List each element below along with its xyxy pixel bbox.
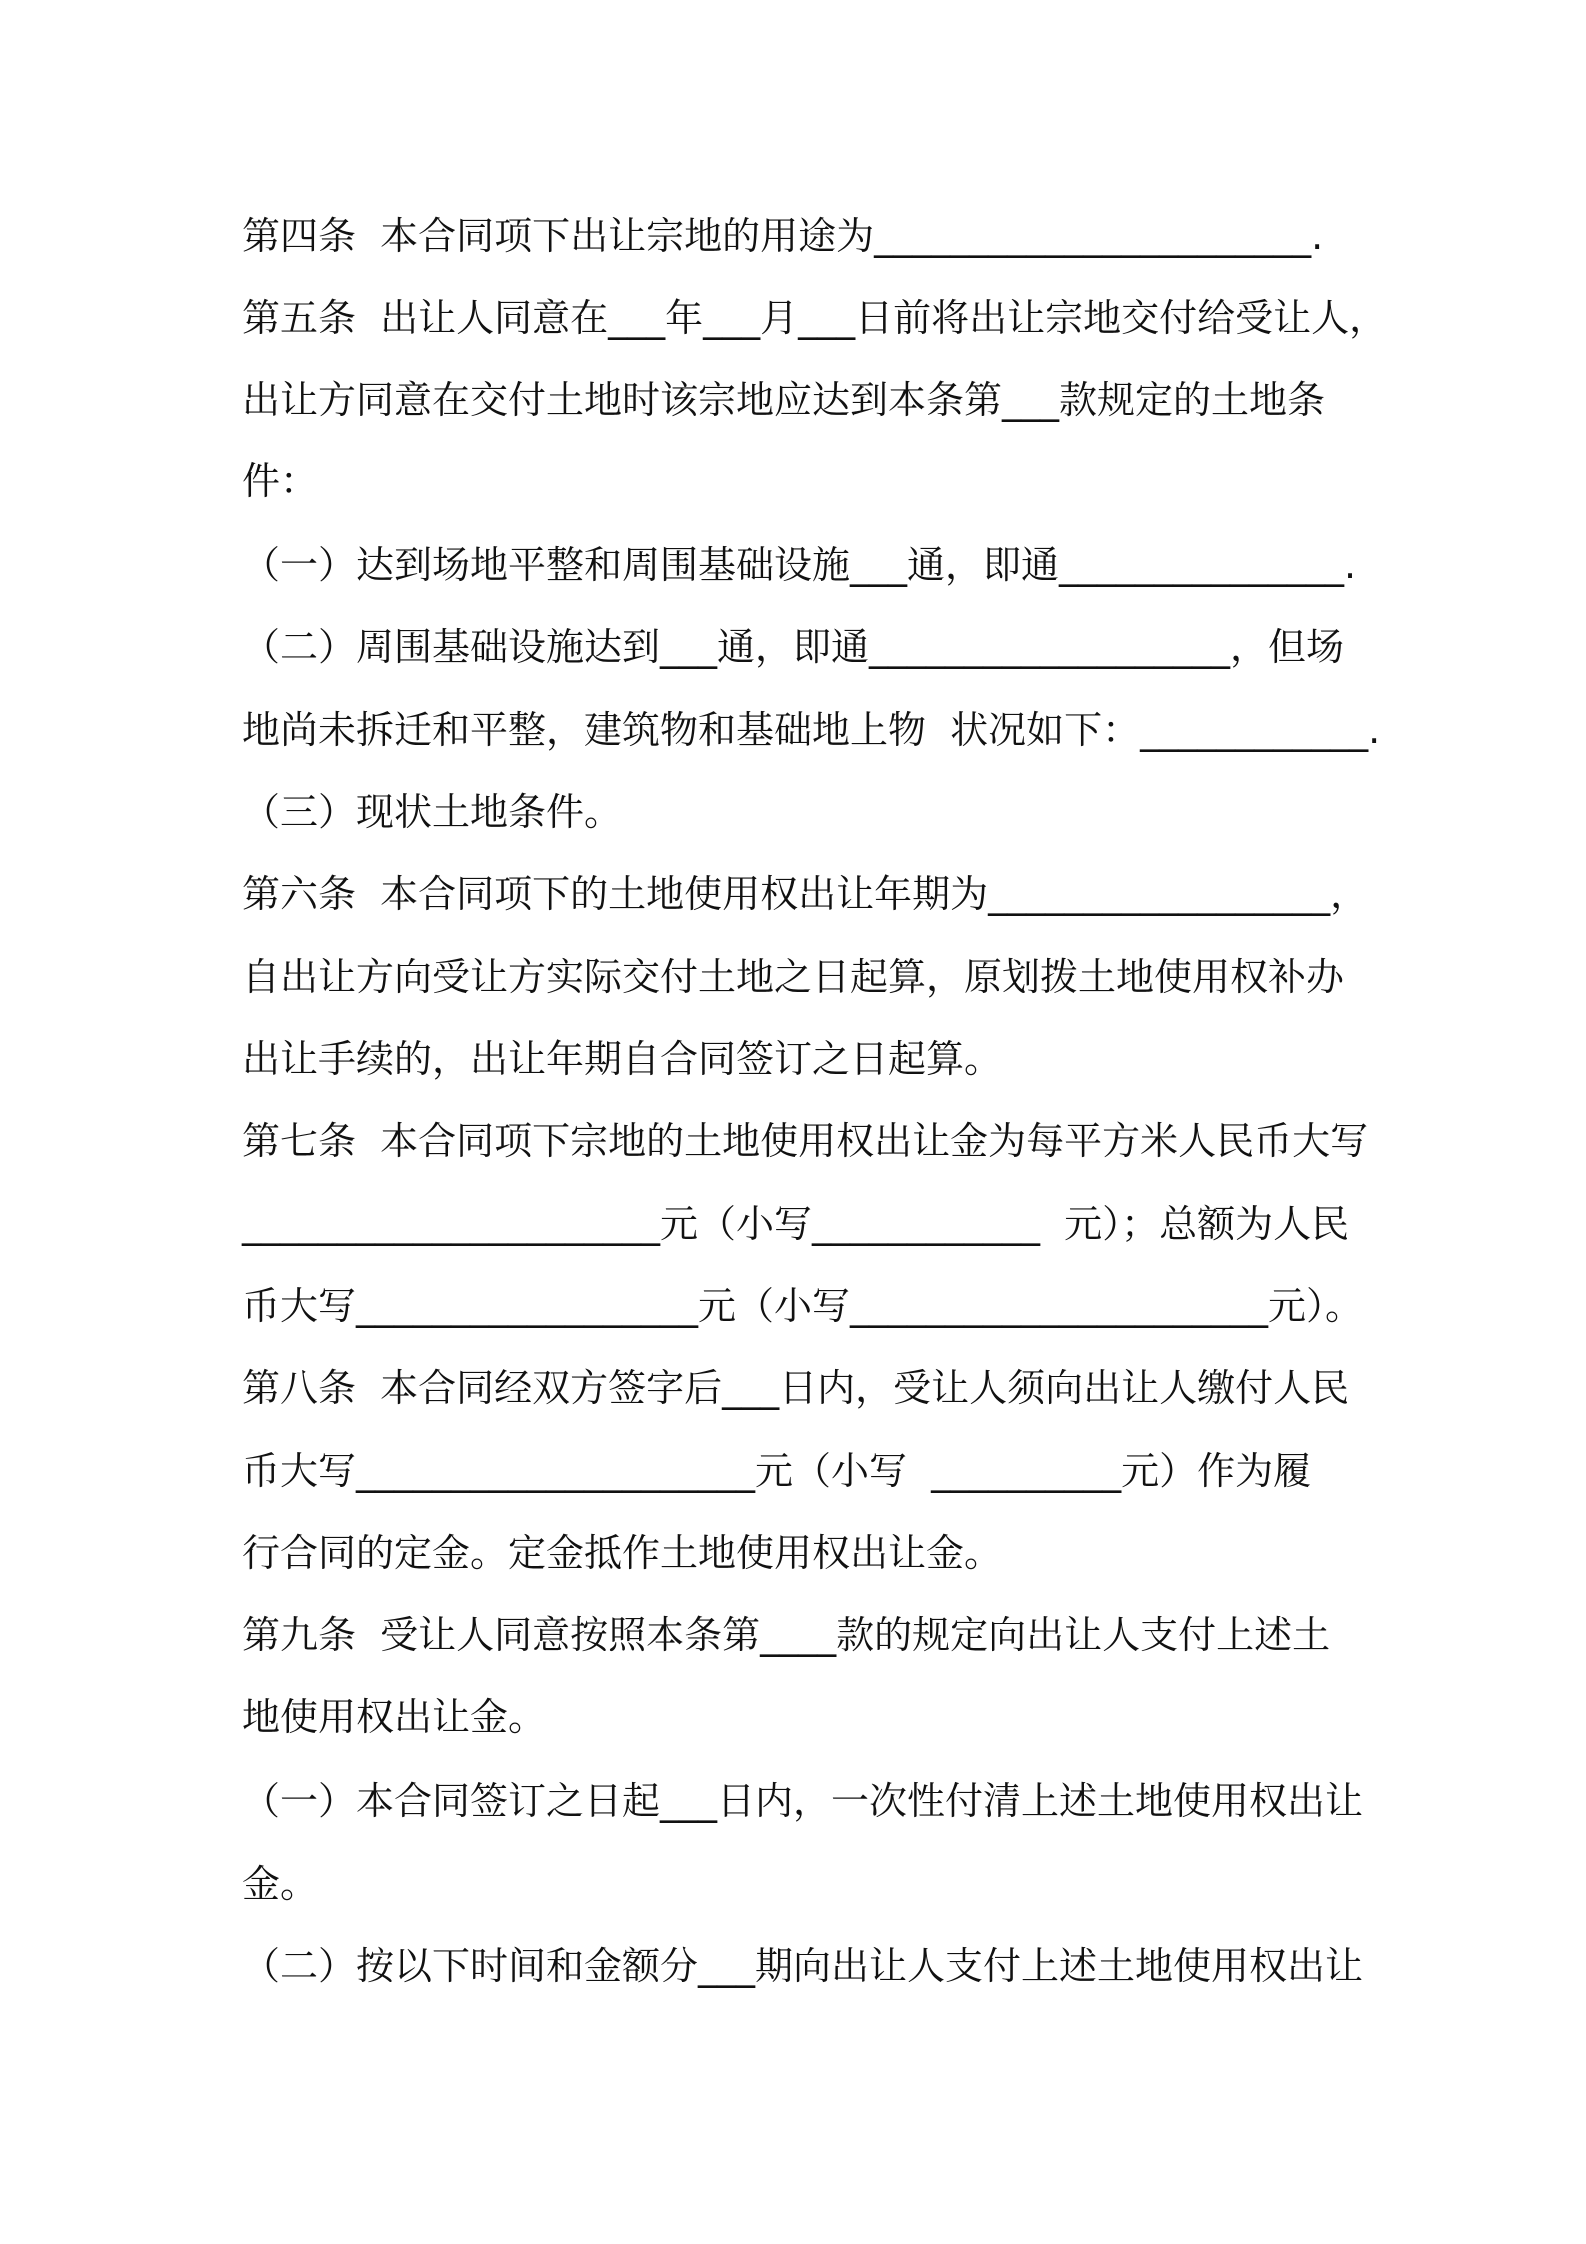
- article-5-line-1: 第五条 出让人同意在___年___月___日前将出让宗地交付给受让人，: [242, 296, 1388, 340]
- article-7-line-1: 第七条 本合同项下宗地的土地使用权出让金为每平方米人民币大写: [242, 1119, 1369, 1163]
- clause-2-line-1: （二）周围基础设施达到___通，即通___________________，但场: [242, 625, 1345, 669]
- payment-clause-1-line-2: 金。: [242, 1862, 319, 1906]
- article-5-line-3: 件：: [242, 459, 319, 503]
- article-6-line-2: 自出让方向受让方实际交付土地之日起算，原划拨土地使用权补办: [242, 955, 1345, 999]
- article-7-line-3: 币大写__________________元（小写______________________元）。: [242, 1284, 1364, 1328]
- article-5-line-2: 出让方同意在交付土地时该宗地应达到本条第___款规定的土地条: [242, 378, 1326, 422]
- article-9-line-1: 第九条 受让人同意按照本条第____款的规定向出让人支付上述土: [242, 1613, 1331, 1657]
- article-8-line-2: 币大写_____________________元（小写 __________元）作为履: [242, 1449, 1312, 1493]
- clause-3-line: （三）现状土地条件。: [242, 790, 623, 834]
- payment-clause-1-line-1: （一）本合同签订之日起___日内，一次性付清上述土地使用权出让: [242, 1779, 1364, 1823]
- article-6-line-3: 出让手续的，出让年期自合同签订之日起算。: [242, 1037, 1003, 1081]
- article-8-line-3: 行合同的定金。定金抵作土地使用权出让金。: [242, 1531, 1003, 1575]
- article-8-line-1: 第八条 本合同经双方签字后___日内，受让人须向出让人缴付人民: [242, 1366, 1350, 1410]
- clause-1-line: （一）达到场地平整和周围基础设施___通，即通_______________.: [242, 543, 1357, 587]
- article-6-line-1: 第六条 本合同项下的土地使用权出让年期为__________________，: [242, 872, 1369, 916]
- article-9-line-2: 地使用权出让金。: [242, 1695, 547, 1739]
- article-7-line-2: ______________________元（小写____________ 元）；总额为人民: [242, 1202, 1350, 1246]
- clause-2-line-2: 地尚未拆迁和平整，建筑物和基础地上物 状况如下：____________.: [242, 708, 1381, 752]
- payment-clause-2-line-1: （二）按以下时间和金额分___期向出让人支付上述土地使用权出让: [242, 1944, 1364, 1988]
- article-4-line: 第四条 本合同项下出让宗地的用途为_______________________.: [242, 214, 1324, 258]
